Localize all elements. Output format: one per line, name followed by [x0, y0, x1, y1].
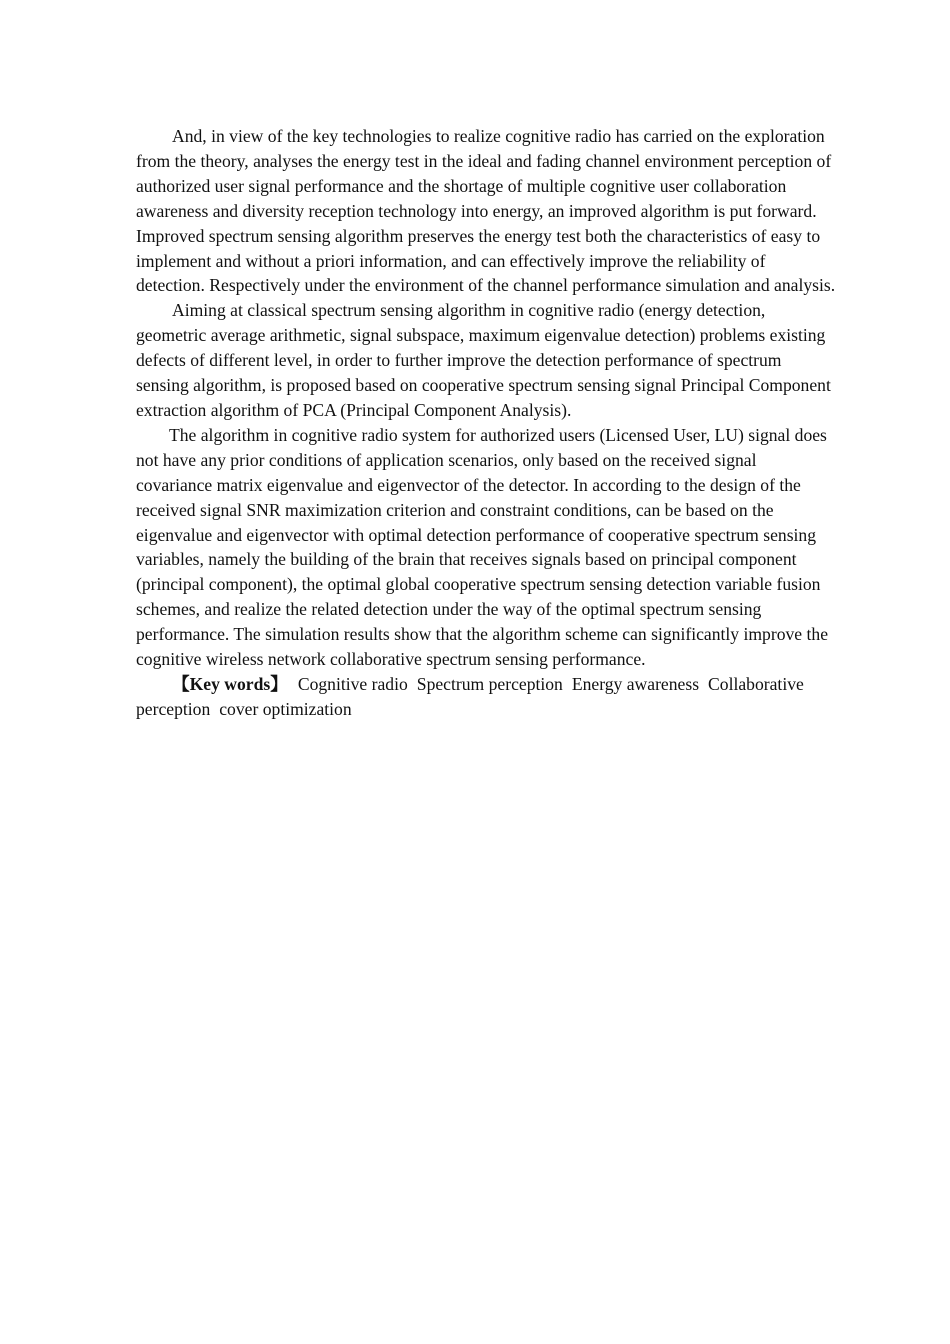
keyword-item: Energy awareness	[571, 673, 700, 694]
keyword-item: Spectrum perception	[416, 673, 563, 694]
keyword-item: Collaborative perception	[136, 673, 804, 719]
abstract-paragraph-1: And, in view of the key technologies to realize cognitive radio has carried on the exploration from the theory, analyses the energy test in the ideal and fading channel environment perception of authorized user signal performance and the shortage of multiple cognitive user collaboration awareness and diversity reception technology into energy, an improved algorithm is put forward. Improved spectrum sensing algorithm preserves the energy test both the characteristics of easy to implement and without a priori information, and can effectively improve the reliability of detection. Respectively under the environment of the channel performance simulation and analysis.	[136, 126, 836, 296]
keyword-item: cover optimization	[219, 698, 352, 719]
abstract-paragraph-3: The algorithm in cognitive radio system for authorized users (Licensed User, LU) signal does not have any prior conditions of application scenarios, only based on the received signal covariance matrix eigenvalue and eigenvector of the detector. In according to the design of the received signal SNR maximization criterion and constraint conditions, can be based on the eigenvalue and eigenvector with optimal detection performance of cooperative spectrum sensing variables, namely the building of the brain that receives signals based on principal component (principal component), the optimal global cooperative spectrum sensing detection variable fusion schemes, and realize the related detection under the way of the optimal spectrum sensing performance. The simulation results show that the algorithm scheme can significantly improve the cognitive wireless network collaborative spectrum sensing performance.	[136, 424, 828, 670]
abstract-body	[136, 124, 836, 722]
keywords-label: 【Key words】	[172, 673, 288, 694]
keyword-item: Cognitive radio	[297, 673, 408, 694]
keywords-line	[136, 672, 836, 722]
abstract-paragraph-2: Aiming at classical spectrum sensing algorithm in cognitive radio (energy detection, geometric average arithmetic, signal subspace, maximum eigenvalue detection) problems existing defects of different level, in order to further improve the detection performance of spectrum sensing algorithm, is proposed based on cooperative spectrum sensing signal Principal Component extraction algorithm of PCA (Principal Component Analysis).	[136, 300, 831, 420]
